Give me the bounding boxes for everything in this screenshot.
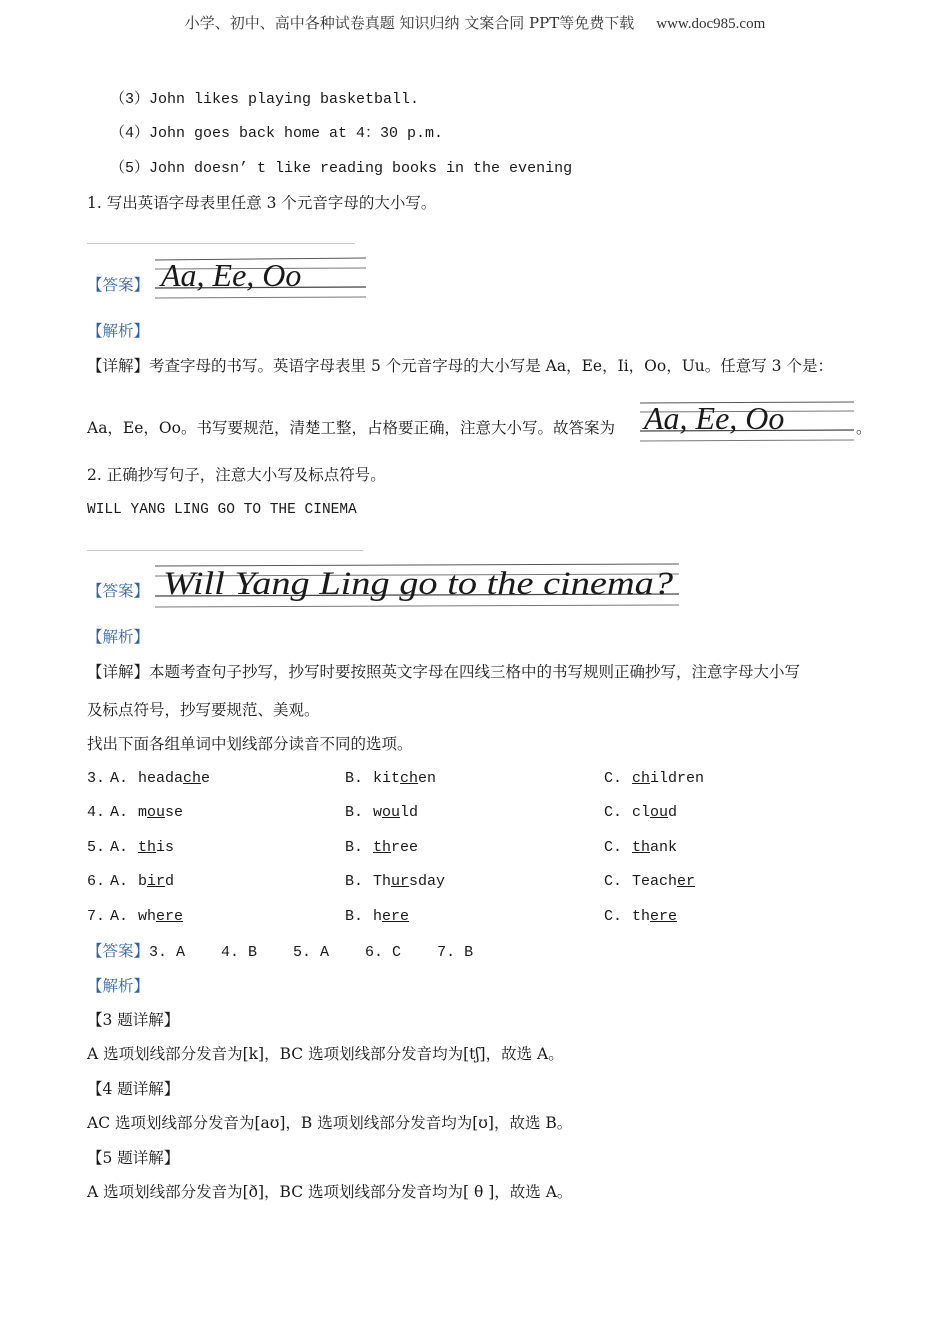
word-prefix: cl [632, 804, 651, 821]
word-prefix: Th [373, 873, 392, 890]
q2-handwriting-text: Will Yang Ling go to the cinema? [163, 566, 674, 602]
header-url[interactable]: www.doc985.com [656, 16, 766, 32]
option-b [345, 872, 445, 892]
option-c [604, 769, 704, 789]
answer-line-1 [87, 243, 355, 244]
detail-5-label: 【5 题详解】 [87, 1149, 180, 1167]
word-suffix: d [668, 804, 678, 821]
q1-answer-label: 【答案】 [87, 276, 150, 294]
underlined-part: ou [650, 804, 669, 821]
q1-detail-line-1 [87, 356, 833, 376]
underlined-part: ch [183, 770, 202, 787]
q1-end-mark: 。 [856, 419, 872, 437]
option-c [604, 838, 677, 858]
underlined-part: ere [650, 908, 678, 925]
word-prefix: w [373, 804, 383, 821]
word-suffix: ree [391, 839, 419, 856]
header-text: 小学、初中、高中各种试卷真题 知识归纳 文案合同 PPT等免费下载 [184, 14, 635, 32]
phonics-answers [87, 941, 473, 963]
option-letter: B. [345, 873, 364, 890]
word-prefix: th [632, 908, 651, 925]
underlined-part: ere [156, 908, 184, 925]
detail-4-text: AC 选项划线部分发音为[aʊ]，B 选项划线部分发音均为[ʊ]，故选 B。 [87, 1114, 573, 1132]
q2-answer-label: 【答案】 [87, 582, 150, 600]
word-suffix: en [418, 770, 437, 787]
option-letter: A. [110, 908, 129, 925]
answers-label: 【答案】 [87, 942, 150, 960]
q1-analysis-label: 【解析】 [87, 322, 150, 340]
phonics-number: 4. [87, 804, 106, 821]
option-a [110, 907, 183, 927]
underlined-part: th [138, 839, 157, 856]
q1-detail-text-1: 考查字母的书写。英语字母表里 5 个元音字母的大小写是 Aa，Ee，Ii，Oo，Uu。任意写 3 个是： [149, 357, 833, 375]
option-a [110, 872, 174, 892]
phonics-analysis-label: 【解析】 [87, 977, 150, 995]
underlined-part: er [677, 873, 696, 890]
q2-detail-label: 【详解】 [87, 663, 150, 681]
underlined-part: ere [382, 908, 410, 925]
underlined-part: ur [391, 873, 410, 890]
statement-5: （5）John doesn’ t like reading books in the evening [110, 160, 573, 177]
underlined-part: ch [632, 770, 651, 787]
option-a [110, 838, 174, 858]
word-prefix: wh [138, 908, 157, 925]
q1-detail-line-2: Aa，Ee，Oo。书写要规范，清楚工整，占格要正确，注意大小写。故答案为 [87, 419, 615, 437]
word-prefix: Teach [632, 873, 678, 890]
q2-detail-text-1: 本题考查句子抄写，抄写时要按照英文字母在四线三格中的书写规则正确抄写，注意字母大小写 [149, 663, 801, 681]
option-a [110, 803, 183, 823]
phonics-number: 3. [87, 770, 106, 787]
word-suffix: d [165, 873, 175, 890]
word-prefix: m [138, 804, 148, 821]
word-prefix: kit [373, 770, 401, 787]
q2-handwriting-answer [153, 560, 681, 610]
underlined-part: th [373, 839, 392, 856]
option-letter: B. [345, 908, 364, 925]
option-letter: C. [604, 804, 623, 821]
word-suffix: sday [409, 873, 446, 890]
q2-detail-line-1 [87, 662, 800, 682]
option-letter: C. [604, 839, 623, 856]
word-suffix: se [165, 804, 184, 821]
page-header [0, 12, 950, 33]
detail-4-label: 【4 题详解】 [87, 1080, 180, 1098]
q1-inline-handwriting-text: Aa, Ee, Oo [644, 400, 785, 436]
option-letter: C. [604, 908, 623, 925]
option-a [110, 769, 210, 789]
underlined-part: ir [147, 873, 166, 890]
q2-analysis-label: 【解析】 [87, 628, 150, 646]
detail-5-text: A 选项划线部分发音为[ð]，BC 选项划线部分发音均为[ θ ]，故选 A。 [87, 1183, 573, 1201]
q1-detail-label: 【详解】 [87, 357, 150, 375]
question-2: 2. 正确抄写句子，注意大小写及标点符号。 [87, 466, 386, 484]
option-letter: C. [604, 873, 623, 890]
word-prefix: h [373, 908, 383, 925]
q2-detail-line-2: 及标点符号，抄写要规范、美观。 [87, 701, 320, 719]
word-suffix: ank [650, 839, 678, 856]
phonics-number: 6. [87, 873, 106, 890]
option-c [604, 872, 695, 892]
q1-inline-handwriting [638, 398, 856, 446]
q1-handwriting-answer [153, 254, 368, 302]
word-suffix: is [156, 839, 175, 856]
option-letter: B. [345, 839, 364, 856]
section-instruction: 找出下面各组单词中划线部分读音不同的选项。 [87, 735, 413, 753]
detail-3-text: A 选项划线部分发音为[k]，BC 选项划线部分发音均为[tʃ]，故选 A。 [87, 1045, 564, 1063]
underlined-part: ch [400, 770, 419, 787]
word-suffix: e [201, 770, 211, 787]
option-b [345, 838, 418, 858]
q1-handwriting-text: Aa, Ee, Oo [161, 257, 302, 293]
option-letter: B. [345, 804, 364, 821]
option-letter: C. [604, 770, 623, 787]
underlined-part: ou [147, 804, 166, 821]
option-letter: A. [110, 873, 129, 890]
q2-prompt: WILL YANG LING GO TO THE CINEMA [87, 502, 357, 518]
statement-4: （4）John goes back home at 4：30 p.m. [110, 125, 444, 142]
word-suffix: ld [400, 804, 419, 821]
option-letter: A. [110, 770, 129, 787]
phonics-number: 5. [87, 839, 106, 856]
option-b [345, 907, 409, 927]
option-letter: A. [110, 839, 129, 856]
option-b [345, 769, 436, 789]
option-b [345, 803, 418, 823]
statement-3: （3）John likes playing basketball. [110, 91, 420, 108]
question-1: 1. 写出英语字母表里任意 3 个元音字母的大小写。 [87, 194, 437, 212]
underlined-part: ou [382, 804, 401, 821]
detail-3-label: 【3 题详解】 [87, 1011, 180, 1029]
underlined-part: th [632, 839, 651, 856]
word-prefix: heada [138, 770, 184, 787]
option-letter: A. [110, 804, 129, 821]
answers-text: 3. A 4. B 5. A 6. C 7. B [149, 944, 474, 961]
option-c [604, 907, 677, 927]
word-suffix: ildren [650, 770, 705, 787]
option-letter: B. [345, 770, 364, 787]
answer-line-2 [87, 550, 363, 551]
word-prefix: b [138, 873, 148, 890]
option-c [604, 803, 677, 823]
phonics-number: 7. [87, 908, 106, 925]
